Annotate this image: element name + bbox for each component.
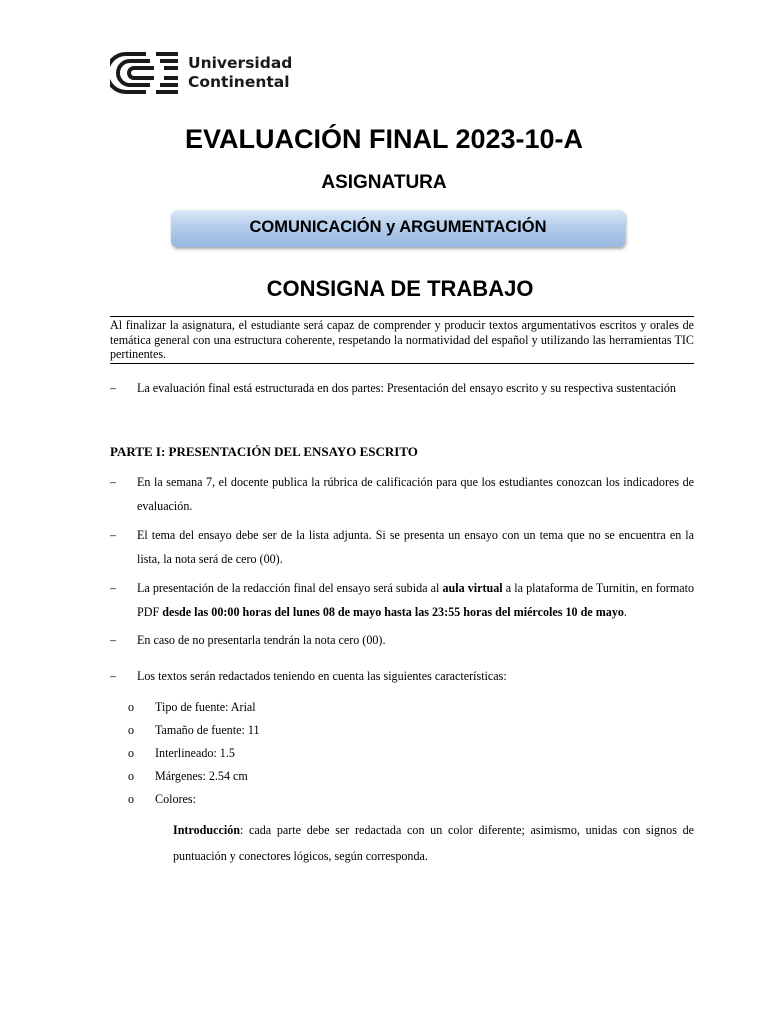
dash-bullet: – [110,633,117,647]
dash-bullet: – [110,475,117,489]
part1-item3-text1: La presentación de la redacción final del ensayo será subida al [137,581,443,595]
characteristics-list [110,696,694,811]
characteristic-text: Tamaño de fuente: 11 [155,723,260,737]
characteristic-text: Tipo de fuente: Arial [155,700,256,714]
dash-bullet: – [110,669,117,683]
part1-item4-text: En caso de no presentarla tendrán la nota cero (00). [137,633,386,647]
university-name [188,54,292,92]
characteristic-text: Márgenes: 2.54 cm [155,769,248,783]
part1-item3-text3: . [623,605,627,619]
part1-item1-text: En la semana 7, el docente publica la rúbrica de calificación para que los estudiantes conozcan los indicadores de evaluación. [137,475,694,513]
dash-bullet: – [110,381,117,395]
intro-text: La evaluación final está estructurada en dos partes: Presentación del ensayo escrito y su respectiva sustentación [137,381,676,395]
university-name-line1: Universidad [188,54,293,72]
list-item [110,576,694,624]
part1-item3-text2: a la plataforma de Turnitin, en formato PDF [137,581,695,619]
university-logo [110,50,310,96]
section-title: CONSIGNA DE TRABAJO [266,276,534,301]
course-name-banner: COMUNICACIÓN y ARGUMENTACIÓN [171,210,625,247]
list-item [110,664,694,688]
part1-item3-bold1: aula virtual [442,581,503,595]
colors-sub-bold: Introducción [173,823,240,837]
list-item [110,817,694,869]
university-name-line2: Continental [188,73,290,91]
part1-item2-text: El tema del ensayo debe ser de la lista adjunta. Si se presenta un ensayo con un tema que no se encuentra en la lista, la nota será de cero (00). [137,528,694,566]
list-item [110,523,694,571]
dash-bullet: – [110,528,117,542]
list-item [110,470,694,518]
circle-bullet: o [128,700,135,714]
continental-logo-icon [110,50,180,96]
list-item [110,719,694,742]
circle-bullet: o [128,746,135,760]
intro-list [110,378,694,398]
list-item [110,628,694,652]
list-item [110,765,694,788]
dash-bullet: – [110,581,117,595]
list-item [110,742,694,765]
characteristic-text: Colores: [155,792,196,806]
part1-section [110,444,694,869]
circle-bullet: o [128,723,135,737]
part1-item3-bold2: desde las 00:00 horas del lunes 08 de mayo hasta las 23:55 horas del miércoles 10 de mayo [162,605,624,619]
part1-title: PARTE I: PRESENTACIÓN DEL ENSAYO ESCRITO [110,444,418,459]
circle-bullet: o [128,769,135,783]
characteristic-text: Interlineado: 1.5 [155,746,235,760]
colors-sub-text: : cada parte debe ser redactada con un color diferente; asimismo, unidas con signos de puntuación y conectores lógicos, según corresponda. [173,823,694,863]
subject-label: ASIGNATURA [321,172,447,193]
list-item [110,696,694,719]
circle-bullet: o [128,792,135,806]
page-title: EVALUACIÓN FINAL 2023-10-A [184,124,584,154]
list-item [110,788,694,811]
competence-statement: Al finalizar la asignatura, el estudiante será capaz de comprender y producir textos argumentativos escritos y orales de temática general con una estructura coherente, respetando la normatividad del español y utilizando las herramientas TIC pertinentes. [110,316,694,364]
part1-item5-text: Los textos serán redactados teniendo en cuenta las siguientes características: [137,669,507,683]
list-item [110,378,694,398]
